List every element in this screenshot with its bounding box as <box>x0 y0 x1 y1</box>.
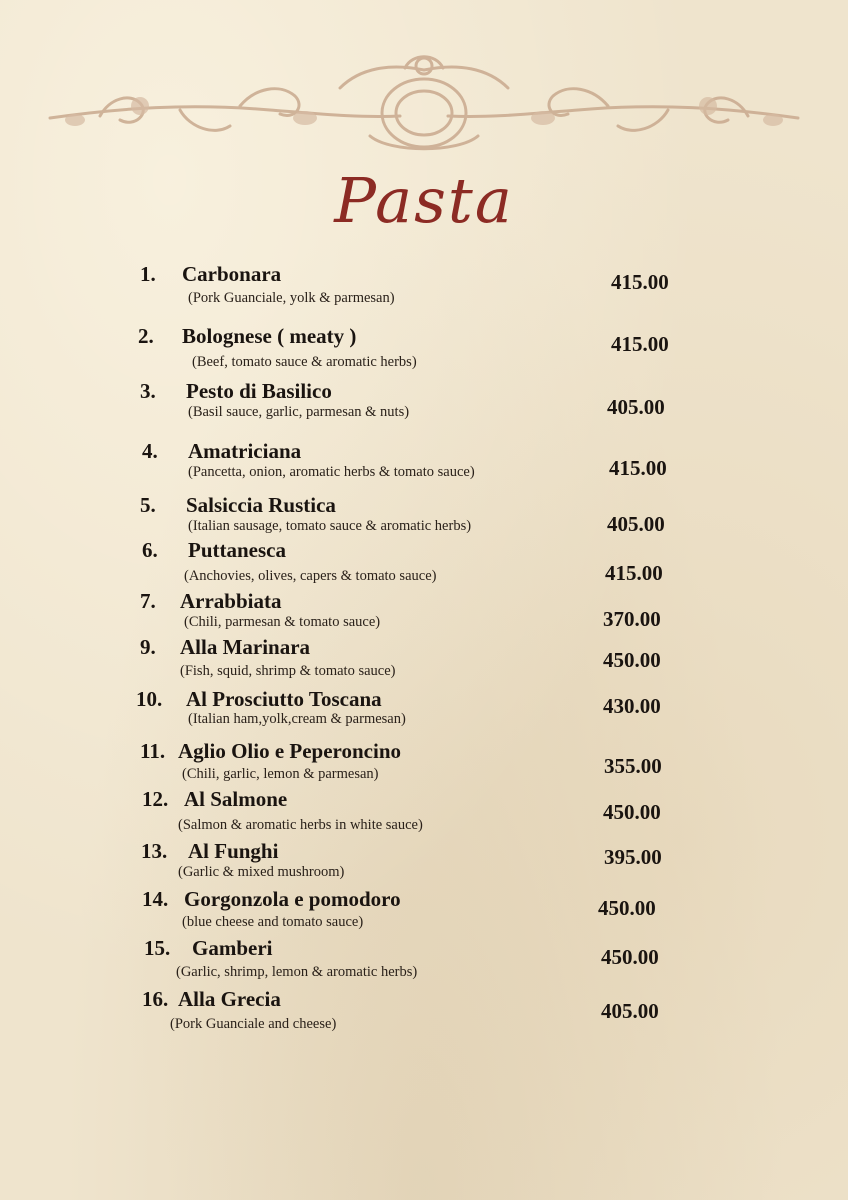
item-price: 450.00 <box>601 945 659 969</box>
item-name: Carbonara <box>182 262 282 286</box>
item-name: Salsiccia Rustica <box>186 493 336 517</box>
item-number: 7. <box>140 589 156 613</box>
item-number: 10. <box>136 687 163 711</box>
item-name: Puttanesca <box>188 538 286 562</box>
item-name: Amatriciana <box>188 439 302 463</box>
item-name: Al Funghi <box>188 839 279 863</box>
item-description: (Pancetta, onion, aromatic herbs & tomato sauce) <box>188 464 475 480</box>
item-description: (Italian sausage, tomato sauce & aromatic herbs) <box>188 518 472 534</box>
item-number: 11. <box>140 739 166 763</box>
item-description: (Pork Guanciale, yolk & parmesan) <box>188 290 395 306</box>
item-description: (Garlic, shrimp, lemon & aromatic herbs) <box>176 964 418 980</box>
item-number: 6. <box>142 538 158 562</box>
item-description: (Chili, parmesan & tomato sauce) <box>184 614 381 630</box>
item-number: 9. <box>140 635 156 659</box>
item-price: 415.00 <box>609 456 667 480</box>
item-price: 395.00 <box>604 845 662 869</box>
item-price: 405.00 <box>607 512 665 536</box>
item-name: Bolognese ( meaty ) <box>182 324 357 348</box>
item-price: 450.00 <box>603 648 661 672</box>
item-price: 450.00 <box>603 800 661 824</box>
item-description: (Italian ham,yolk,cream & parmesan) <box>188 711 406 727</box>
item-name: Alla Grecia <box>178 987 281 1011</box>
item-name: Aglio Olio e Peperoncino <box>178 739 402 763</box>
item-number: 14. <box>142 887 169 911</box>
item-name: Al Salmone <box>184 787 288 811</box>
page-title: Pasta <box>334 164 514 237</box>
item-number: 5. <box>140 493 156 517</box>
item-price: 355.00 <box>604 754 662 778</box>
item-number: 2. <box>138 324 154 348</box>
item-description: (Anchovies, olives, capers & tomato sauce) <box>184 568 437 584</box>
item-price: 415.00 <box>611 270 669 294</box>
item-description: (Pork Guanciale and cheese) <box>170 1016 337 1032</box>
item-number: 12. <box>142 787 169 811</box>
item-name: Arrabbiata <box>180 589 282 613</box>
item-name: Al Prosciutto Toscana <box>186 687 382 711</box>
item-number: 15. <box>144 936 171 960</box>
floral-scroll-ornament-icon <box>40 48 808 168</box>
item-description: (Basil sauce, garlic, parmesan & nuts) <box>188 404 410 420</box>
item-price: 450.00 <box>598 896 656 920</box>
item-description: (Salmon & aromatic herbs in white sauce) <box>178 817 423 833</box>
item-number: 3. <box>140 379 156 403</box>
item-price: 370.00 <box>603 607 661 631</box>
item-description: (Fish, squid, shrimp & tomato sauce) <box>180 663 396 679</box>
item-description: (blue cheese and tomato sauce) <box>182 914 364 930</box>
item-price: 430.00 <box>603 694 661 718</box>
item-name: Gorgonzola e pomodoro <box>184 887 401 911</box>
item-name: Pesto di Basilico <box>186 379 332 403</box>
item-price: 405.00 <box>607 395 665 419</box>
item-number: 16. <box>142 987 169 1011</box>
item-description: (Garlic & mixed mushroom) <box>178 864 345 880</box>
item-name: Gamberi <box>192 936 273 960</box>
item-number: 4. <box>142 439 158 463</box>
item-number: 1. <box>140 262 156 286</box>
item-price: 415.00 <box>605 561 663 585</box>
item-name: Alla Marinara <box>180 635 311 659</box>
item-description: (Beef, tomato sauce & aromatic herbs) <box>192 354 417 370</box>
item-number: 13. <box>141 839 168 863</box>
item-price: 405.00 <box>601 999 659 1023</box>
item-price: 415.00 <box>611 332 669 356</box>
item-description: (Chili, garlic, lemon & parmesan) <box>182 766 379 782</box>
